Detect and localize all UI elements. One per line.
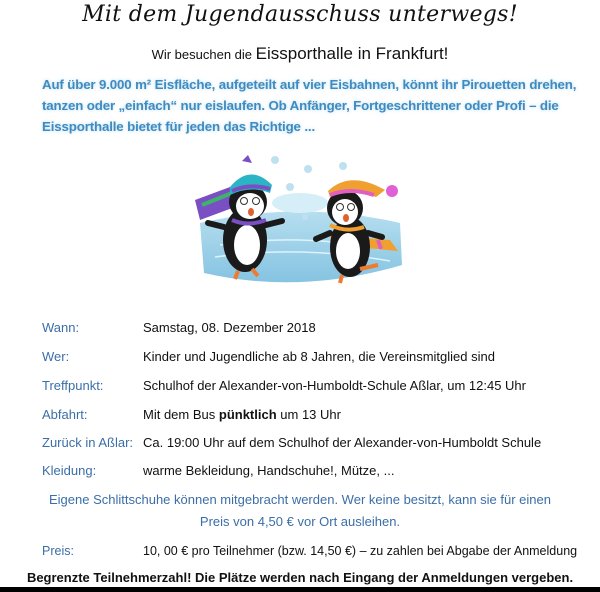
intro-paragraph: Auf über 9.000 m² Eisfläche, aufgeteilt auf vier Eisbahnen, könnt ihr Pirouetten drehen, tanzen oder „einfach“ nur eislaufen. Ob Anfänger, Fortgeschrittener oder Profi – die Eissporthalle bietet für jeden das Richtige ... xyxy=(42,77,577,134)
detail-value-bold: pünktlich xyxy=(218,407,277,422)
price-value: 10, 00 € pro Teilnehmer (bzw. 14,50 €) – zu zahlen bei Abgabe der Anmeldung xyxy=(143,544,578,558)
detail-label: Treffpunkt: xyxy=(42,378,104,393)
page-title: Mit dem Jugendausschuss unterwegs! xyxy=(82,2,518,27)
skates-note-line-2: Preis von 4,50 € vor Ort ausleihen. xyxy=(199,514,401,529)
penguins-ice-skating-illustration xyxy=(180,145,420,295)
skates-note-line-1: Eigene Schlittschuhe können mitgebracht werden. Wer keine besitzt, kann sie für einen xyxy=(49,492,551,507)
detail-value-prefix: Mit dem Bus xyxy=(143,407,216,422)
detail-label: Abfahrt: xyxy=(42,407,88,422)
detail-row-wann xyxy=(42,318,582,338)
detail-value: warme Bekleidung, Handschuhe!, Mütze, ... xyxy=(143,463,395,478)
detail-row-abfahrt xyxy=(42,405,582,425)
detail-row-zurueck xyxy=(42,433,582,453)
detail-row-wer xyxy=(42,347,582,367)
price-row xyxy=(42,541,582,561)
detail-value: Schulhof der Alexander-von-Humboldt-Schule Aßlar, um 12:45 Uhr xyxy=(143,378,526,393)
detail-label: Wann: xyxy=(42,320,80,335)
detail-value: Samstag, 08. Dezember 2018 xyxy=(143,320,316,335)
price-label: Preis: xyxy=(42,544,74,558)
detail-label: Kleidung: xyxy=(42,463,97,478)
detail-row-kleidung xyxy=(42,461,582,481)
detail-row-treffpunkt xyxy=(42,376,582,396)
subtitle-prefix: Wir besuchen die xyxy=(151,47,253,62)
detail-value xyxy=(143,405,341,425)
detail-value-suffix: um 13 Uhr xyxy=(280,407,341,422)
skates-note xyxy=(0,489,600,533)
bottom-border xyxy=(0,587,600,592)
subtitle-highlight: Eissporthalle in Frankfurt! xyxy=(255,44,449,63)
limited-participants-notice: Begrenzte Teilnehmerzahl! Die Plätze werden nach Eingang der Anmeldungen vergeben. xyxy=(26,570,574,585)
detail-label: Wer: xyxy=(42,349,70,364)
penguins-illustration-icon xyxy=(180,145,420,295)
subtitle xyxy=(0,44,600,65)
detail-value: Kinder und Jugendliche ab 8 Jahren, die Vereinsmitglied sind xyxy=(143,349,495,364)
detail-value: Ca. 19:00 Uhr auf dem Schulhof der Alexander-von-Humboldt Schule xyxy=(143,435,542,450)
detail-label: Zurück in Aßlar: xyxy=(42,435,134,450)
